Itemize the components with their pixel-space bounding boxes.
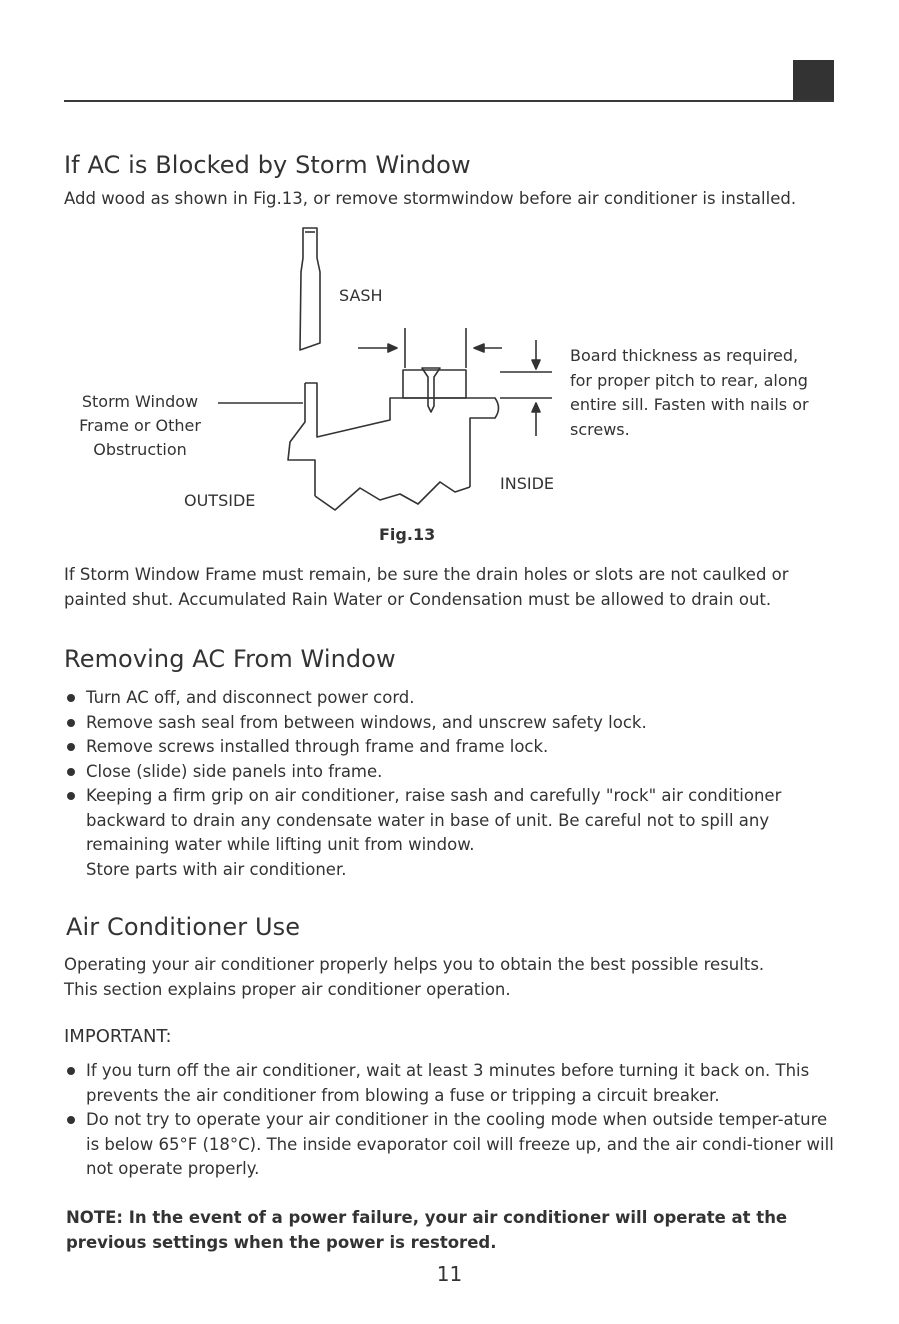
bullet-dot [67, 694, 75, 702]
header-rule [64, 100, 834, 102]
outside-label: OUTSIDE [184, 491, 256, 510]
list-item-text: If you turn off the air conditioner, wait at least 3 minutes before turning it back on. This prevents the air conditioner from blowing a fuse or tripping a circuit breaker. [86, 1061, 810, 1105]
page-marker-block [793, 60, 834, 101]
list-item [64, 711, 839, 736]
list-item-text: Remove screws installed through frame and frame lock. [86, 737, 549, 756]
storm-window-intro: Add wood as shown in Fig.13, or remove stormwindow before air conditioner is installed. [64, 189, 797, 208]
list-item-text: Remove sash seal from between windows, and unscrew safety lock. [86, 712, 647, 732]
sash-label: SASH [339, 286, 383, 305]
list-item [64, 1059, 836, 1108]
removing-steps-list [64, 686, 839, 882]
bullet-dot [67, 719, 75, 727]
ac-use-intro-line-1: Operating your air conditioner properly helps you to obtain the best possible results. [64, 955, 765, 974]
important-label: IMPORTANT: [64, 1026, 172, 1047]
power-failure-note: NOTE: In the event of a power failure, your air conditioner will operate at the previous settings when the power is restored. [66, 1208, 788, 1252]
bullet-dot [67, 1067, 75, 1075]
board-note-line-2: for proper pitch to rear, along [570, 371, 808, 390]
list-item [64, 1108, 836, 1182]
list-item [64, 735, 839, 760]
list-item-text: Close (slide) side panels into frame. [86, 761, 383, 781]
fig13-caption: Fig.13 [379, 525, 436, 544]
sash-shape [300, 228, 320, 350]
list-item [64, 760, 839, 785]
ac-use-title: Air Conditioner Use [66, 913, 301, 941]
drain-note-line-2: painted shut. Accumulated Rain Water or Condensation must be allowed to drain out. [64, 589, 772, 609]
storm-label-line-2: Frame or Other [79, 416, 201, 435]
bullet-dot [67, 792, 75, 800]
bullet-dot [67, 768, 75, 776]
list-item-text: Do not try to operate your air conditioner in the cooling mode when outside temper-ature is below 65°F (18°C). The inside evaporator coil will freeze up, and the air condi-tioner will not operate properly. [86, 1110, 834, 1178]
board-note-line-3: entire sill. Fasten with nails or [570, 395, 809, 414]
board-note-line-1: Board thickness as required, [570, 346, 799, 365]
important-list [64, 1059, 836, 1182]
ac-use-intro [64, 953, 764, 1002]
storm-label-line-1: Storm Window [81, 392, 199, 411]
list-item [64, 784, 839, 882]
list-item-text: Keeping a firm grip on air conditioner, raise sash and carefully "rock" air conditioner backward to drain any condensate water in base of unit. Be careful not to spill any remaining water while lifting unit from window. [86, 786, 782, 854]
board-note-line-4: screws. [570, 420, 630, 439]
list-item [64, 686, 839, 711]
fig13-diagram [0, 215, 899, 555]
ac-use-intro-line-2: This section explains proper air conditioner operation. [64, 979, 511, 999]
storm-label-line-3: Obstruction [93, 440, 187, 459]
drain-note-line-1: If Storm Window Frame must remain, be sure the drain holes or slots are not caulked or [64, 565, 789, 584]
bullet-dot [67, 743, 75, 751]
list-item-text: Turn AC off, and disconnect power cord. [86, 688, 415, 707]
drain-note [64, 563, 789, 612]
storm-window-title: If AC is Blocked by Storm Window [64, 151, 471, 179]
store-note: Store parts with air conditioner. [86, 859, 347, 879]
inside-label: INSIDE [500, 474, 554, 493]
page-number: 11 [436, 1262, 463, 1286]
removing-ac-title: Removing AC From Window [64, 645, 396, 673]
bullet-dot [67, 1116, 75, 1124]
